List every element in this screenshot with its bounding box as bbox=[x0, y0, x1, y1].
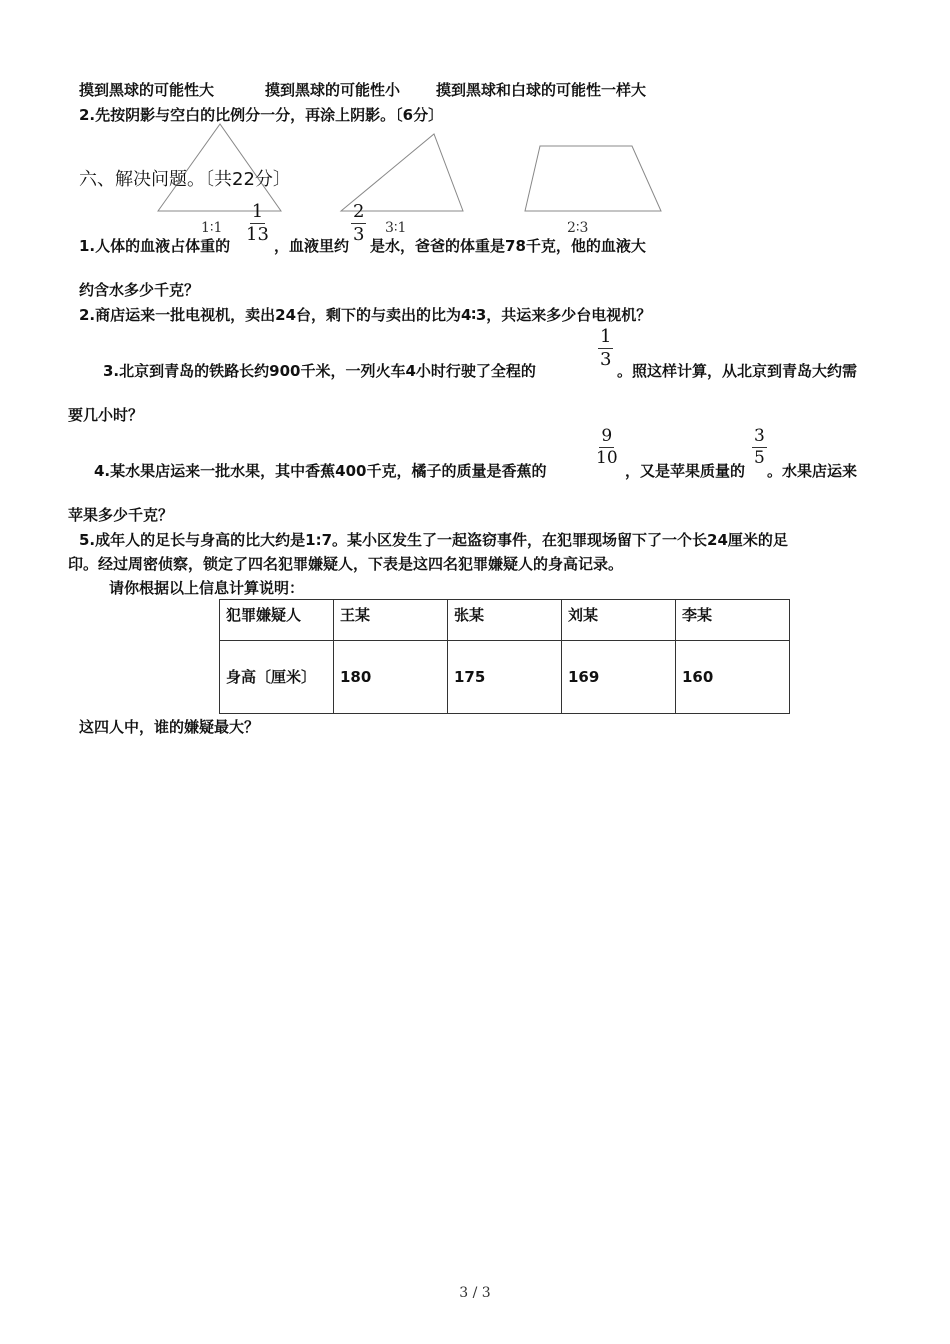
problem-3-text-a: 3.北京到青岛的铁路长约900千米，一列火车4小时行驶了全程的 bbox=[103, 362, 536, 380]
table-cell: 刘某 bbox=[562, 600, 676, 641]
fraction-numerator: 3 bbox=[754, 426, 765, 446]
fraction-denominator: 10 bbox=[596, 448, 618, 468]
fraction-denominator: 3 bbox=[600, 349, 612, 370]
problem-3-text-c: 要几小时？ bbox=[68, 406, 144, 424]
table-row bbox=[220, 641, 790, 714]
fraction-denominator: 5 bbox=[754, 448, 765, 468]
fraction-denominator: 13 bbox=[246, 224, 269, 245]
problem-1-text-c: 是水，爸爸的体重是78千克，他的血液大 bbox=[370, 237, 646, 255]
option-black-more: 摸到黑球的可能性大 bbox=[79, 81, 215, 99]
table-cell: 169 bbox=[562, 641, 676, 714]
fraction-denominator: 3 bbox=[353, 224, 365, 245]
problem-4-text-b: ，又是苹果质量的 bbox=[625, 462, 746, 480]
table-cell: 李某 bbox=[676, 600, 790, 641]
problem-5-line-3: 请你根据以上信息计算说明： bbox=[109, 579, 305, 597]
table-cell: 160 bbox=[676, 641, 790, 714]
fraction-numerator: 2 bbox=[353, 201, 365, 222]
problem-5-line-2: 印。经过周密侦察，锁定了四名犯罪嫌疑人，下表是这四名犯罪嫌疑人的身高记录。 bbox=[68, 555, 624, 573]
problem-3-text-b: 。照这样计算，从北京到青岛大约需 bbox=[617, 362, 858, 380]
problem-1-text-a: 1.人体的血液占体重的 bbox=[79, 237, 231, 255]
problem-5-line-1: 5.成年人的足长与身高的比大约是1:7。某小区发生了一起盗窃事件，在犯罪现场留下了一个长24厘米的足 bbox=[79, 531, 788, 549]
problem-4-text-a: 4.某水果店运来一批水果，其中香蕉400千克，橘子的质量是香蕉的 bbox=[94, 462, 547, 480]
fraction-2-3 bbox=[351, 203, 366, 244]
option-black-less: 摸到黑球的可能性小 bbox=[265, 81, 401, 99]
suspects-height-table bbox=[219, 599, 790, 714]
table-cell: 身高〔厘米〕 bbox=[220, 641, 334, 714]
problem-1-text-b: ，血液里约 bbox=[274, 237, 350, 255]
fraction-3-5 bbox=[752, 428, 767, 467]
problem-4-text-d: 苹果多少千克？ bbox=[68, 506, 174, 524]
problem-4-text-c: 。水果店运来 bbox=[767, 462, 858, 480]
table-header-row bbox=[220, 600, 790, 641]
table-cell: 犯罪嫌疑人 bbox=[220, 600, 334, 641]
fraction-1-13 bbox=[246, 203, 269, 244]
ratio-label-trapezoid: 2∶3 bbox=[567, 220, 589, 236]
right-triangle bbox=[341, 134, 463, 211]
fraction-1-3 bbox=[598, 328, 613, 369]
table-cell: 175 bbox=[448, 641, 562, 714]
ratio-label-triangle: 1∶1 bbox=[201, 220, 223, 236]
page-number: 3 / 3 bbox=[459, 1285, 491, 1301]
problem-1-text-d: 约含水多少千克？ bbox=[79, 281, 200, 299]
table-cell: 180 bbox=[334, 641, 448, 714]
option-equal: 摸到黑球和白球的可能性一样大 bbox=[436, 81, 647, 99]
problem-2-text: 2.商店运来一批电视机，卖出24台，剩下的与卖出的比为4∶3，共运来多少台电视机？ bbox=[79, 306, 652, 324]
section-6-title: 六、解决问题。〔共22分〕 bbox=[79, 169, 291, 190]
fraction-numerator: 1 bbox=[600, 326, 612, 347]
q2-shading-instruction: 2.先按阴影与空白的比例分一分，再涂上阴影。〔6分〕 bbox=[79, 106, 444, 124]
shapes-figure bbox=[0, 0, 950, 240]
problem-5-question: 这四人中，谁的嫌疑最大？ bbox=[79, 718, 260, 736]
fraction-numerator: 9 bbox=[601, 426, 613, 446]
fraction-numerator: 1 bbox=[251, 201, 264, 222]
table-cell: 王某 bbox=[334, 600, 448, 641]
trapezoid bbox=[525, 146, 661, 211]
ratio-label-right-triangle: 3∶1 bbox=[385, 220, 407, 236]
fraction-9-10 bbox=[596, 428, 618, 467]
table-cell: 张某 bbox=[448, 600, 562, 641]
